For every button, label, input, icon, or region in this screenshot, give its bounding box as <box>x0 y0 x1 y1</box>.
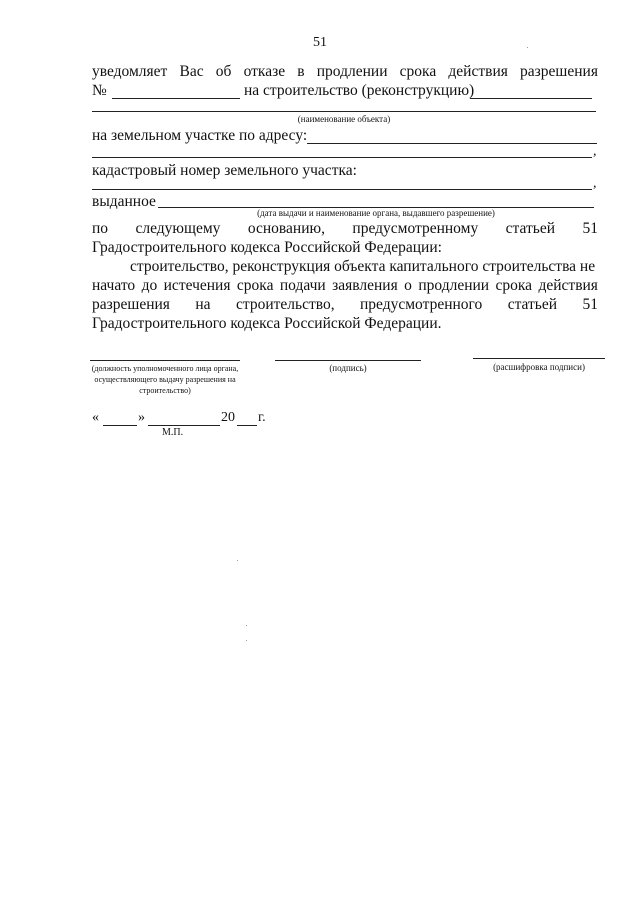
basis-word: 51 <box>582 220 598 237</box>
code-line-1: Градостроительного кодекса Российской Федерации: <box>92 239 442 256</box>
basis-word: предусмотренному <box>352 220 479 237</box>
scan-speck <box>246 625 247 626</box>
cadastral-label: кадастровый номер земельного участка: <box>92 162 357 179</box>
notice-word: продлении <box>316 63 388 80</box>
issued-label: выданное <box>92 193 156 210</box>
decode-blank <box>473 358 605 359</box>
object-name-caption: (наименование объекта) <box>297 114 391 124</box>
issued-caption: (дата выдачи и наименование органа, выдавшего разрешение) <box>257 208 495 218</box>
paragraph-word: 51 <box>582 296 598 313</box>
basis-line <box>92 220 598 238</box>
page-number: 51 <box>313 35 327 50</box>
day-blank <box>103 425 137 426</box>
address-blank-1 <box>307 143 597 144</box>
position-blank <box>90 360 240 361</box>
address-label: на земельном участке по адресу: <box>92 127 308 144</box>
basis-word: статьей <box>505 220 555 237</box>
notice-word: в <box>297 63 305 80</box>
notice-word: об <box>215 63 232 80</box>
notice-word: отказе <box>243 63 286 80</box>
paragraph-word: начато <box>92 277 136 294</box>
paragraph-line-4: Градостроительного кодекса Российской Федерации. <box>92 315 442 332</box>
paragraph-word: до <box>141 277 158 294</box>
month-blank <box>148 425 220 426</box>
address-blank-2 <box>92 157 592 158</box>
position-caption: (должность уполномоченного лица органа, осуществляющего выдачу разрешения на строительство) <box>91 364 239 395</box>
paragraph-word: статьей <box>507 296 558 313</box>
decode-caption: (расшифровка подписи) <box>493 362 585 372</box>
permit-number-blank <box>112 98 240 99</box>
signature-caption: (подпись) <box>329 363 367 373</box>
paragraph-word: о <box>404 277 412 294</box>
object-name-blank <box>92 111 596 112</box>
scan-speck <box>237 560 238 561</box>
basis-word: по <box>92 220 109 237</box>
notice-word: срока <box>399 63 437 80</box>
notice-word: разрешения <box>520 63 598 80</box>
paragraph-word: заявления <box>332 277 398 294</box>
notice-word: Вас <box>179 63 204 80</box>
year-century: 20 <box>221 410 235 425</box>
paragraph-word: срока <box>495 277 533 294</box>
paragraph-word: на <box>195 296 211 313</box>
paragraph-word: истечения <box>163 277 231 294</box>
basis-word: основанию, <box>247 220 325 237</box>
paragraph-word: строительство, <box>235 296 335 313</box>
scan-speck <box>527 47 528 48</box>
paragraph-line-1: строительство, реконструкция объекта капитального строительства не <box>130 258 596 275</box>
stamp-label: М.П. <box>162 427 184 438</box>
paragraph-line-3 <box>92 296 598 314</box>
paragraph-line-2 <box>92 277 598 295</box>
year-blank <box>237 425 257 426</box>
paragraph-word: продлении <box>418 277 490 294</box>
date-open-quote: « <box>92 410 99 425</box>
notice-word: действия <box>448 63 508 80</box>
construction-text: на строительство (реконструкцию) <box>244 82 475 99</box>
cadastral-blank <box>92 189 592 190</box>
paragraph-word: подачи <box>279 277 326 294</box>
notice-line-1 <box>92 63 598 81</box>
paragraph-word: разрешения <box>92 296 170 313</box>
date-close-quote: » <box>138 410 145 425</box>
cadastral-comma: , <box>593 176 597 191</box>
basis-word: следующему <box>135 220 221 237</box>
notice-word: уведомляет <box>92 63 168 80</box>
scan-speck <box>246 640 247 641</box>
paragraph-word: предусмотренного <box>360 296 483 313</box>
paragraph-word: срока <box>236 277 274 294</box>
address-comma: , <box>593 144 597 159</box>
construction-blank <box>470 98 592 99</box>
paragraph-word: действия <box>538 277 598 294</box>
number-sign: № <box>92 82 107 99</box>
signature-blank <box>275 360 421 361</box>
year-suffix: г. <box>258 410 266 425</box>
